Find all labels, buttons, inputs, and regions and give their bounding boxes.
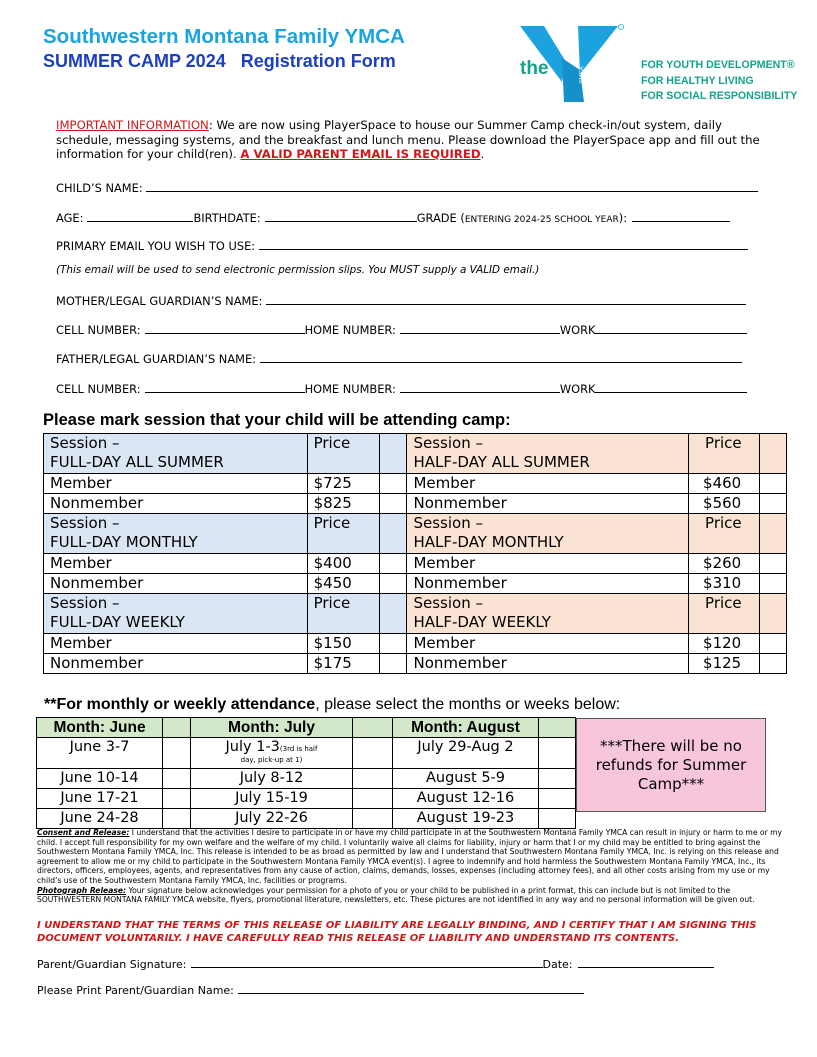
check-header (163, 718, 191, 738)
member-label: Member (407, 554, 689, 574)
week-checkbox[interactable] (163, 789, 191, 809)
price-header: Price (307, 514, 379, 554)
child-name-row (56, 180, 758, 195)
half-day-session-title: HALF-DAY WEEKLY (413, 613, 551, 631)
week-june: June 10-14 (37, 769, 163, 789)
session-checkbox[interactable] (760, 654, 787, 674)
nonmember-label: Nonmember (407, 494, 689, 514)
info-end: . (480, 147, 485, 162)
month-august-header: Month: August (393, 718, 539, 738)
week-august: August 19-23 (393, 809, 539, 829)
mother-phone-row (56, 322, 747, 337)
mother-label: MOTHER/LEGAL GUARDIAN’S NAME: (56, 294, 263, 308)
session-member-row (44, 554, 787, 574)
full-day-nonmember-price: $825 (307, 494, 379, 514)
father-line[interactable] (260, 351, 742, 363)
session-prefix: Session – (413, 434, 483, 452)
session-prefix: Session – (50, 514, 120, 532)
month-table (36, 717, 576, 829)
tagline-line: FOR SOCIAL RESPONSIBILITY (641, 90, 798, 102)
cell-label: CELL NUMBER: (56, 323, 141, 337)
price-header: Price (689, 434, 760, 474)
consent-release (37, 828, 789, 886)
week-june: June 24-28 (37, 809, 163, 829)
week-checkbox[interactable] (163, 738, 191, 769)
price-header: Price (307, 434, 379, 474)
photo-text: Your signature below acknowledges your permission for a photo of you or your child to be published in a print format, this can include but is not limited to the SOUTHWESTERN MONTANA FAMILY YMCA website, flyers, promotional literature, newsletters, etc. These pictures are not identified in any way and no personal information will be given out. (37, 885, 755, 905)
nonmember-label: Nonmember (407, 654, 689, 674)
month-june-header: Month: June (37, 718, 163, 738)
week-august: August 12-16 (393, 789, 539, 809)
price-header: Price (689, 594, 760, 634)
member-label: Member (407, 474, 689, 494)
work-line[interactable] (595, 322, 747, 334)
month-july-header: Month: July (191, 718, 353, 738)
signature-row (37, 956, 714, 971)
cell-label: CELL NUMBER: (56, 382, 141, 396)
week-july-label: July 1-3 (225, 739, 280, 755)
tagline-line: FOR HEALTHY LIVING (641, 74, 754, 87)
week-checkbox[interactable] (353, 738, 393, 769)
nonmember-label: Nonmember (44, 494, 308, 514)
nonmember-label: Nonmember (407, 574, 689, 594)
org-name: Southwestern Montana Family YMCA (43, 25, 405, 48)
consent-text: I understand that the activities I desire to participate in or have my child participate in at the Southwestern Montana Family YMCA can result in injury or harm to me or my child. I accept full responsibility for my own welfare and the welfare of my child. I voluntarily waive all claims for liability, injury or harm that I or my child may be entitled to bring against the Southwestern Montana Family YMCA, Inc. This release is intended to be as broad as permitted by law and I understand that Southwestern Montana Family YMCA, Inc. is relying on this release and agreement to allow me or my child to participate in the Southwestern Montana Family YMCA event(s). I agree to indemnify and hold harmless the Southwestern Montana Family YMCA, Inc., its directors, officers, employees, agents, and representatives from any cause of action, claims, demands, losses, expenses (including attorney fees), and all other costs arising from my use or my child’s use of the Southwestern Montana Family YMCA, Inc. facilities or programs. (37, 828, 782, 885)
week-checkbox[interactable] (539, 809, 576, 829)
session-checkbox[interactable] (760, 554, 787, 574)
half-day-session-title: HALF-DAY ALL SUMMER (413, 453, 590, 471)
attendance-heading (44, 696, 620, 714)
full-day-member-price: $150 (307, 634, 379, 654)
logo-ymca-text: YMCA (579, 66, 586, 84)
member-label: Member (407, 634, 689, 654)
session-checkbox[interactable] (379, 474, 407, 494)
session-checkbox-header (379, 514, 407, 554)
logo-the: the (520, 58, 549, 79)
print-name-row (37, 982, 584, 997)
mother-line[interactable] (266, 293, 746, 305)
half-day-nonmember-price: $310 (689, 574, 760, 594)
refund-text: ***There will be no refunds for Summer Camp*** (595, 736, 747, 793)
consent-label: Consent and Release: (37, 828, 130, 837)
age-label: AGE: (56, 211, 84, 225)
logo-tagline (641, 58, 797, 105)
half-day-nonmember-price: $560 (689, 494, 760, 514)
full-day-nonmember-price: $175 (307, 654, 379, 674)
work-label: WORK (559, 382, 596, 396)
session-nonmember-row (44, 494, 787, 514)
grade-line[interactable] (632, 210, 730, 222)
session-checkbox[interactable] (760, 474, 787, 494)
week-checkbox[interactable] (353, 809, 393, 829)
home-line[interactable] (400, 322, 560, 334)
child-name-line[interactable] (146, 180, 758, 192)
session-prefix: Session – (50, 594, 120, 612)
full-day-session-name (44, 434, 308, 474)
session-table (43, 433, 787, 674)
session-header-row (44, 594, 787, 634)
session-heading: Please mark session that your child will be attending camp: (43, 411, 511, 429)
session-header-row (44, 434, 787, 474)
session-header-row (44, 514, 787, 554)
session-member-row (44, 474, 787, 494)
week-july: July 8-12 (191, 769, 353, 789)
session-checkbox[interactable] (379, 574, 407, 594)
date-label: Date: (542, 958, 573, 971)
check-header (353, 718, 393, 738)
session-checkbox[interactable] (760, 634, 787, 654)
week-july: July 22-26 (191, 809, 353, 829)
week-checkbox[interactable] (163, 769, 191, 789)
grade-label: GRADE ( (416, 211, 465, 225)
session-checkbox[interactable] (760, 574, 787, 594)
week-august: August 5-9 (393, 769, 539, 789)
father-label: FATHER/LEGAL GUARDIAN’S NAME: (56, 352, 256, 366)
half-day-member-price: $120 (689, 634, 760, 654)
half-day-session-name (407, 434, 689, 474)
grade-note: ENTERING 2024-25 SCHOOL YEAR (464, 215, 619, 225)
half-day-session-name (407, 594, 689, 634)
cell-line[interactable] (145, 381, 305, 393)
father-row (56, 351, 742, 366)
print-name-label: Please Print Parent/Guardian Name: (37, 984, 234, 997)
full-day-session-name (44, 514, 308, 554)
week-august: July 29-Aug 2 (393, 738, 539, 769)
week-checkbox[interactable] (539, 769, 576, 789)
nonmember-label: Nonmember (44, 574, 308, 594)
attendance-heading-bold: **For monthly or weekly attendance (44, 696, 316, 713)
grade-close: ): (618, 211, 628, 225)
refund-notice (576, 718, 766, 812)
signature-line[interactable] (191, 956, 543, 968)
half-day-nonmember-price: $125 (689, 654, 760, 674)
week-checkbox[interactable] (353, 769, 393, 789)
week-july-note: (3rd is half (279, 745, 318, 753)
half-day-member-price: $460 (689, 474, 760, 494)
session-prefix: Session – (413, 514, 483, 532)
father-phone-row (56, 381, 747, 396)
tagline-line: FOR YOUTH DEVELOPMENT® (641, 59, 795, 71)
session-checkbox[interactable] (760, 494, 787, 514)
date-line[interactable] (578, 956, 714, 968)
form-title: SUMMER CAMP 2024 Registration Form (43, 51, 396, 71)
week-checkbox[interactable] (539, 738, 576, 769)
member-label: Member (44, 554, 308, 574)
home-label: HOME NUMBER: (304, 323, 396, 337)
child-name-label: CHILD’S NAME: (56, 181, 143, 195)
member-label: Member (44, 634, 308, 654)
week-checkbox[interactable] (353, 789, 393, 809)
email-row (56, 238, 748, 253)
home-label: HOME NUMBER: (304, 382, 396, 396)
legal-text (37, 828, 789, 905)
info-label: IMPORTANT INFORMATION (56, 118, 209, 132)
week-june: June 17-21 (37, 789, 163, 809)
birthdate-label: BIRTHDATE: (193, 211, 261, 225)
cell-line[interactable] (145, 322, 305, 334)
full-day-session-title: FULL-DAY MONTHLY (50, 533, 198, 551)
home-line[interactable] (400, 381, 560, 393)
session-checkbox[interactable] (379, 494, 407, 514)
member-label: Member (44, 474, 308, 494)
important-information (56, 118, 776, 162)
session-checkbox-header (379, 434, 407, 474)
week-checkbox[interactable] (163, 809, 191, 829)
email-label: PRIMARY EMAIL YOU WISH TO USE: (56, 239, 256, 253)
week-checkbox[interactable] (539, 789, 576, 809)
signature-label: Parent/Guardian Signature: (37, 958, 187, 971)
print-name-line[interactable] (238, 982, 584, 994)
week-july-note: day, pick-up at 1) (240, 756, 303, 764)
price-header: Price (689, 514, 760, 554)
age-line[interactable] (87, 210, 193, 222)
half-day-session-title: HALF-DAY MONTHLY (413, 533, 564, 551)
full-day-member-price: $725 (307, 474, 379, 494)
full-day-session-title: FULL-DAY ALL SUMMER (50, 453, 224, 471)
session-prefix: Session – (50, 434, 120, 452)
work-line[interactable] (595, 381, 747, 393)
week-july (191, 738, 353, 769)
session-checkbox[interactable] (379, 654, 407, 674)
full-day-session-title: FULL-DAY WEEKLY (50, 613, 185, 631)
attendance-heading-rest: , please select the months or weeks below: (315, 696, 621, 713)
full-day-session-name (44, 594, 308, 634)
session-prefix: Session – (413, 594, 483, 612)
work-label: WORK (559, 323, 596, 337)
liability-statement: I UNDERSTAND THAT THE TERMS OF THIS RELEASE OF LIABILITY ARE LEGALLY BINDING, AND I CERTIFY THAT I AM SIGNING THIS DOCUMENT VOLUNTARILY. I HAVE CAREFULLY READ THIS RELEASE OF LIABILITY AND UNDERSTAND ITS CONTENTS. (37, 920, 757, 944)
check-header (539, 718, 576, 738)
info-text: : We are now using PlayerSpace to house our Summer Camp check-in/out system, daily schedule, messaging systems, and the breakfast and lunch menu. Please download the PlayerSpace app and fill out the information for your child(ren). (56, 118, 760, 162)
email-line[interactable] (259, 238, 748, 250)
session-nonmember-row (44, 574, 787, 594)
half-day-session-name (407, 514, 689, 554)
session-checkbox-header (760, 514, 787, 554)
photo-release (37, 886, 789, 905)
session-checkbox[interactable] (379, 634, 407, 654)
session-checkbox[interactable] (379, 554, 407, 574)
full-day-nonmember-price: $450 (307, 574, 379, 594)
age-row (56, 210, 730, 225)
session-checkbox-header (760, 594, 787, 634)
price-header: Price (307, 594, 379, 634)
email-note: (This email will be used to send electronic permission slips. You MUST supply a VALID email.) (56, 264, 540, 276)
birthdate-line[interactable] (265, 210, 417, 222)
session-checkbox-header (379, 594, 407, 634)
nonmember-label: Nonmember (44, 654, 308, 674)
half-day-member-price: $260 (689, 554, 760, 574)
week-june: June 3-7 (37, 738, 163, 769)
session-nonmember-row (44, 654, 787, 674)
info-required: A VALID PARENT EMAIL IS REQUIRED (240, 147, 481, 162)
photo-label: Photograph Release: (37, 885, 127, 895)
week-july: July 15-19 (191, 789, 353, 809)
mother-row (56, 293, 746, 308)
session-member-row (44, 634, 787, 654)
session-checkbox-header (760, 434, 787, 474)
full-day-member-price: $400 (307, 554, 379, 574)
